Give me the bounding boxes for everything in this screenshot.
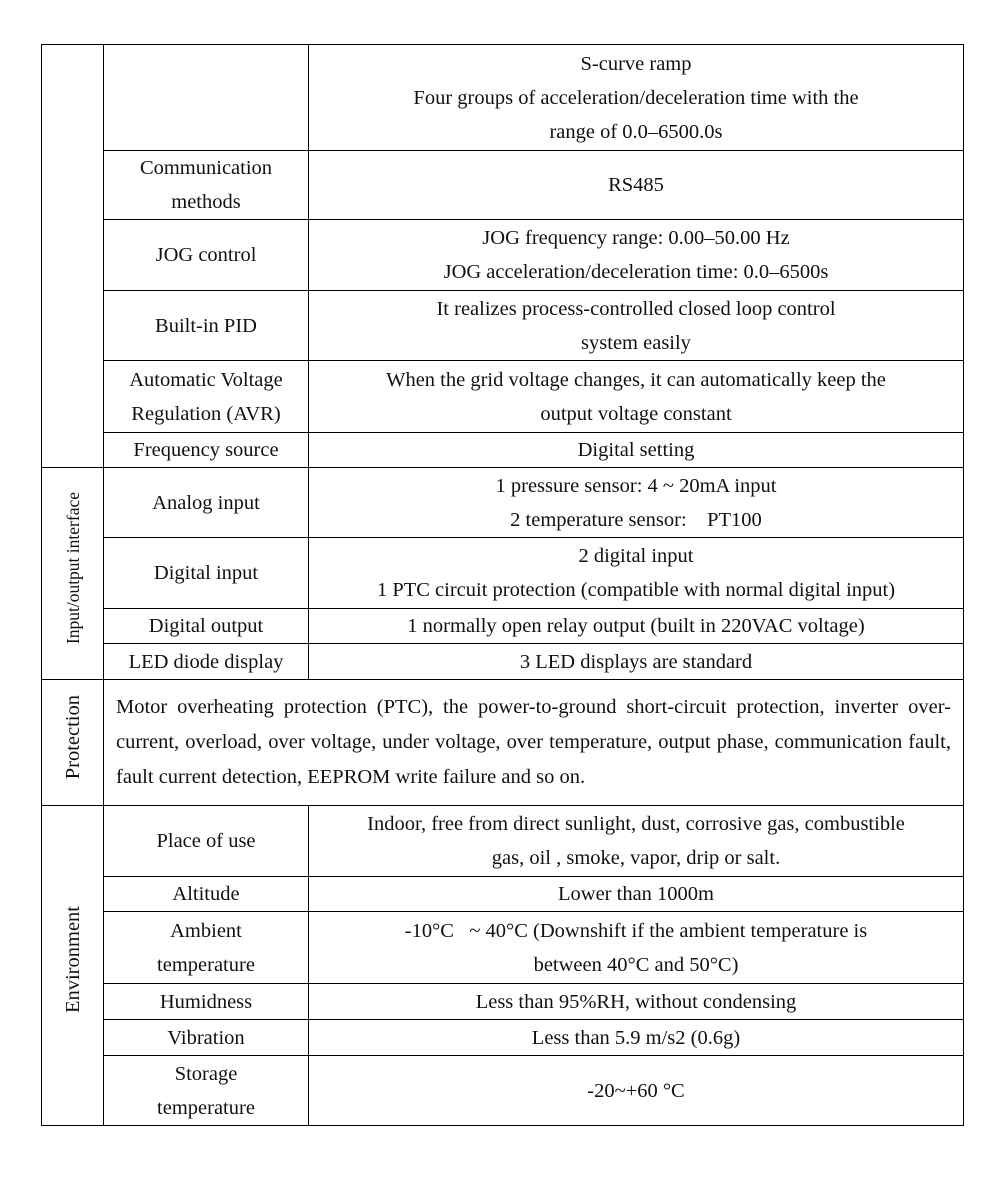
communication-value: RS485	[309, 151, 964, 220]
place-label: Place of use	[104, 806, 309, 877]
communication-label: Communication methods	[104, 151, 309, 220]
row-analog-input	[42, 468, 964, 538]
storage-value: -20~+60 °C	[309, 1056, 964, 1126]
humidness-value: Less than 95%RH, without condensing	[309, 984, 964, 1020]
digital-input-label: Digital input	[104, 538, 309, 609]
led-display-label: LED diode display	[104, 644, 309, 680]
vibration-value: Less than 5.9 m/s2 (0.6g)	[309, 1020, 964, 1056]
row-communication	[42, 151, 964, 220]
frequency-source-label: Frequency source	[104, 433, 309, 468]
row-ramp	[42, 45, 964, 151]
group-io-label: Input/output interface	[62, 491, 83, 645]
group-protection	[42, 680, 104, 806]
group-protection-label: Protection	[61, 694, 84, 780]
ambient-value: -10°C ~ 40°C (Downshift if the ambient temperature is between 40°C and 50°C)	[309, 912, 964, 984]
altitude-value: Lower than 1000m	[309, 877, 964, 912]
specification-table	[41, 44, 964, 1126]
group-environment	[42, 806, 104, 1126]
frequency-source-value: Digital setting	[309, 433, 964, 468]
avr-label: Automatic Voltage Regulation (AVR)	[104, 361, 309, 433]
group-control-continued	[42, 45, 104, 468]
row-storage-temperature	[42, 1056, 964, 1126]
group-environment-label: Environment	[61, 906, 84, 1014]
jog-value: JOG frequency range: 0.00–50.00 Hz JOG acceleration/deceleration time: 0.0–6500s	[309, 220, 964, 291]
avr-value: When the grid voltage changes, it can automatically keep the output voltage constant	[309, 361, 964, 433]
row-digital-input	[42, 538, 964, 609]
ramp-line-2: Four groups of acceleration/deceleration time with the	[413, 86, 859, 109]
row-ambient-temperature	[42, 912, 964, 984]
protection-text: Motor overheating protection (PTC), the power-to-ground short-circuit protection, inverter over-current, overload, over voltage, under voltage, over temperature, output phase, communication fault, fault current detection, EEPROM write failure and so on.	[104, 680, 964, 806]
row-pid	[42, 291, 964, 361]
analog-input-label: Analog input	[104, 468, 309, 538]
altitude-label: Altitude	[104, 877, 309, 912]
group-io	[42, 468, 104, 680]
ramp-value	[309, 45, 964, 151]
row-altitude	[42, 877, 964, 912]
row-vibration	[42, 1020, 964, 1056]
jog-label: JOG control	[104, 220, 309, 291]
digital-input-value: 2 digital input 1 PTC circuit protection (compatible with normal digital input)	[309, 538, 964, 609]
row-protection	[42, 680, 964, 806]
row-place-of-use	[42, 806, 964, 877]
row-digital-output	[42, 609, 964, 644]
pid-label: Built-in PID	[104, 291, 309, 361]
row-frequency-source	[42, 433, 964, 468]
vibration-label: Vibration	[104, 1020, 309, 1056]
ramp-line-1: S-curve ramp	[580, 52, 692, 75]
row-avr	[42, 361, 964, 433]
row-jog	[42, 220, 964, 291]
place-value: Indoor, free from direct sunlight, dust, corrosive gas, combustible gas, oil , smoke, vapor, drip or salt.	[309, 806, 964, 877]
digital-output-label: Digital output	[104, 609, 309, 644]
row-led-display	[42, 644, 964, 680]
analog-input-value: 1 pressure sensor: 4 ~ 20mA input 2 temperature sensor: PT100	[309, 468, 964, 538]
humidness-label: Humidness	[104, 984, 309, 1020]
storage-label: Storage temperature	[104, 1056, 309, 1126]
row-humidness	[42, 984, 964, 1020]
ambient-label: Ambient temperature	[104, 912, 309, 984]
led-display-value: 3 LED displays are standard	[309, 644, 964, 680]
digital-output-value: 1 normally open relay output (built in 220VAC voltage)	[309, 609, 964, 644]
ramp-line-3: range of 0.0–6500.0s	[549, 120, 723, 143]
row-label-empty	[104, 45, 309, 151]
pid-value: It realizes process-controlled closed loop control system easily	[309, 291, 964, 361]
